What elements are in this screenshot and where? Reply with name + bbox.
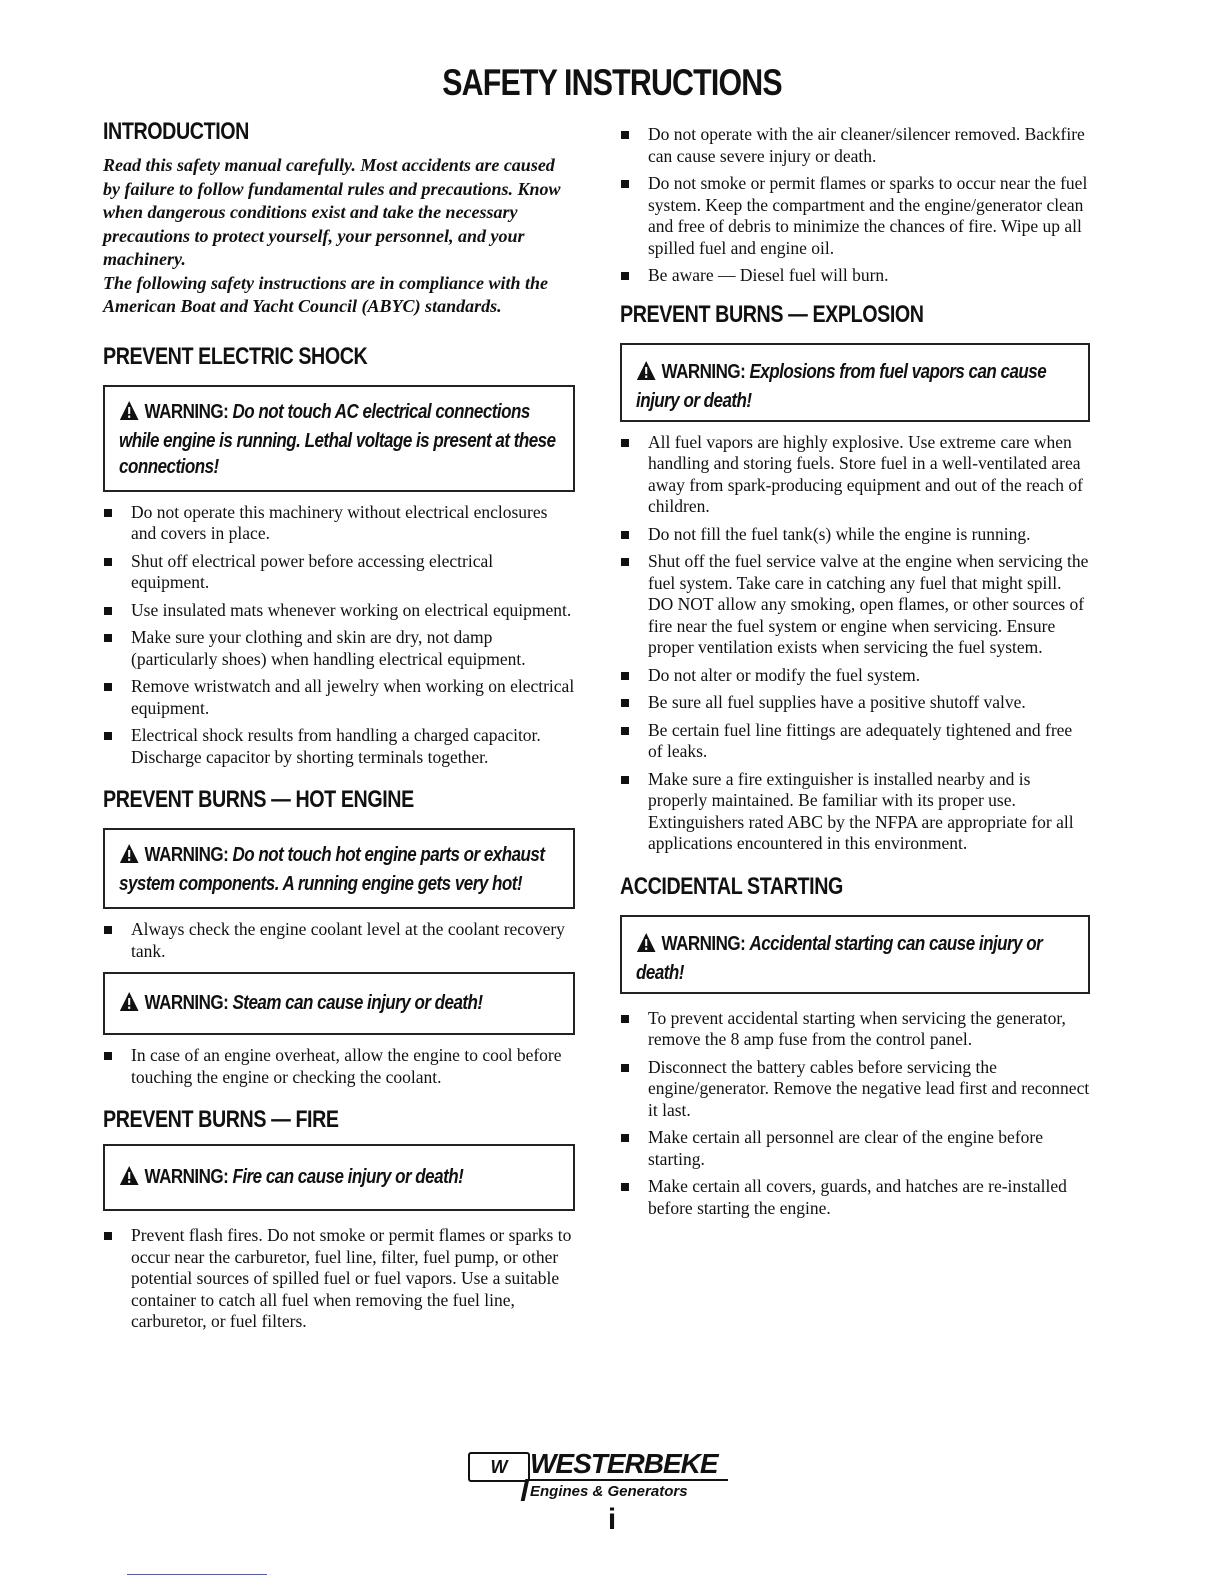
section-electric-shock xyxy=(103,343,575,769)
footnote-divider xyxy=(127,1574,267,1575)
warning-label: WARNING: xyxy=(661,932,746,955)
hot-engine-heading: PREVENT BURNS — HOT ENGINE xyxy=(103,786,414,813)
list-item: Do not operate this machinery without electrical enclosures and covers in place. xyxy=(103,502,575,545)
fire-heading: PREVENT BURNS — FIRE xyxy=(103,1106,339,1133)
list-item: Do not operate with the air cleaner/silencer removed. Backfire can cause severe injury or death. xyxy=(620,124,1090,167)
explosion-heading: PREVENT BURNS — EXPLOSION xyxy=(620,300,924,328)
list-item: Electrical shock results from handling a charged capacitor. Discharge capacitor by shorting terminals together. xyxy=(103,725,575,768)
fire-continued-list xyxy=(620,124,1090,287)
list-item: Prevent flash fires. Do not smoke or permit flames or sparks to occur near the carburetor, fuel line, filter, fuel pump, or other potential sources of spilled fuel or fuel vapors. Use a suitable container to catch all fuel when removing the fuel line, carburetor, or fuel filters. xyxy=(103,1225,575,1333)
accidental-starting-heading: ACCIDENTAL STARTING xyxy=(620,872,843,900)
fire-list xyxy=(103,1225,575,1333)
page-number: i xyxy=(607,1503,617,1536)
list-item: Make certain all covers, guards, and hatches are re-installed before starting the engine. xyxy=(620,1176,1090,1219)
left-column xyxy=(103,118,575,1339)
list-item: Make certain all personnel are clear of the engine before starting. xyxy=(620,1127,1090,1170)
electric-list xyxy=(103,502,575,769)
brand-name: WESTERBEKE xyxy=(530,1448,718,1479)
warning-label: WARNING: xyxy=(661,360,746,383)
warning-triangle-icon xyxy=(119,991,139,1019)
list-item: Do not alter or modify the fuel system. xyxy=(620,665,1090,687)
warning-box xyxy=(620,915,1090,994)
list-item: Make sure a fire extinguisher is installed nearby and is properly maintained. Be familiar with its proper use. Extinguishers rated ABC by the NFPA are appropriate for all applications encountered in this environment. xyxy=(620,769,1090,855)
warning-triangle-icon xyxy=(636,932,656,960)
warning-box xyxy=(103,972,575,1035)
list-item: Disconnect the battery cables before servicing the engine/generator. Remove the negative lead first and reconnect it last. xyxy=(620,1057,1090,1122)
logo-rule xyxy=(526,1479,728,1481)
list-item: Do not smoke or permit flames or sparks to occur near the fuel system. Keep the compartment and the engine/generator clean and free of debris to minimize the chances of fire. Wipe up all spilled fuel and engine oil. xyxy=(620,173,1090,259)
intro-compliance: The following safety instructions are in compliance with the American Boat and Yacht Council (ABYC) standards. xyxy=(103,272,549,316)
list-item: All fuel vapors are highly explosive. Use extreme care when handling and storing fuels. Store fuel in a well-ventilated area away from spark-producing equipment and out of the reach of children. xyxy=(620,432,1090,518)
list-item: In case of an engine overheat, allow the engine to cool before touching the engine or checking the coolant. xyxy=(103,1045,575,1088)
list-item: Be aware — Diesel fuel will burn. xyxy=(620,265,1090,287)
steam-list xyxy=(103,1045,575,1088)
list-item: Always check the engine coolant level at the coolant recovery tank. xyxy=(103,919,575,962)
introduction-heading: INTRODUCTION xyxy=(103,118,249,145)
accidental-list xyxy=(620,1008,1090,1220)
list-item: Make sure your clothing and skin are dry, not damp (particularly shoes) when handling electrical equipment. xyxy=(103,627,575,670)
warning-message: Do not touch AC electrical connections while engine is running. Lethal voltage is present at these connections! xyxy=(119,400,556,478)
warning-label: WARNING: xyxy=(144,400,229,423)
list-item: Remove wristwatch and all jewelry when working on electrical equipment. xyxy=(103,676,575,719)
explosion-list xyxy=(620,432,1090,855)
list-item: To prevent accidental starting when servicing the generator, remove the 8 amp fuse from the control panel. xyxy=(620,1008,1090,1051)
section-accidental-starting xyxy=(620,873,1090,1220)
page-title: SAFETY INSTRUCTIONS xyxy=(442,62,782,103)
logo-bar xyxy=(521,1479,530,1501)
intro-paragraph: Read this safety manual carefully. Most accidents are caused by failure to follow fundamental rules and precautions. Know when dangerous conditions exist and take the necessary precautions to protect yourself, your personnel, and your machinery. xyxy=(103,155,561,269)
section-hot-engine xyxy=(103,786,575,1088)
section-fire xyxy=(103,1106,575,1333)
list-item: Be sure all fuel supplies have a positive shutoff valve. xyxy=(620,692,1090,714)
brand-tagline: Engines & Generators xyxy=(530,1483,688,1500)
warning-triangle-icon xyxy=(119,400,139,428)
logo-mark: W xyxy=(468,1452,530,1482)
warning-label: WARNING: xyxy=(144,844,229,866)
warning-box xyxy=(103,828,575,909)
list-item: Use insulated mats whenever working on electrical equipment. xyxy=(103,600,575,622)
warning-triangle-icon xyxy=(119,1165,139,1193)
warning-label: WARNING: xyxy=(144,992,229,1014)
list-item: Shut off the fuel service valve at the engine when servicing the fuel system. Take care in catching any fuel that might spill. DO NOT allow any smoking, open flames, or other sources of fire near the fuel system or engine when servicing. Ensure proper ventilation exists when servicing the fuel system. xyxy=(620,551,1090,659)
list-item: Be certain fuel line fittings are adequately tightened and free of leaks. xyxy=(620,720,1090,763)
section-explosion xyxy=(620,301,1090,855)
warning-triangle-icon xyxy=(119,843,139,871)
list-item: Do not fill the fuel tank(s) while the engine is running. xyxy=(620,524,1090,546)
warning-box xyxy=(103,385,575,492)
warning-box xyxy=(103,1144,575,1211)
list-item: Shut off electrical power before accessing electrical equipment. xyxy=(103,551,575,594)
warning-message: Do not touch hot engine parts or exhaust system components. A running engine gets very hot! xyxy=(119,844,545,895)
warning-label: WARNING: xyxy=(144,1166,229,1188)
warning-message: Accidental starting can cause injury or death! xyxy=(636,932,1043,984)
hot-engine-list xyxy=(103,919,575,962)
warning-triangle-icon xyxy=(636,360,656,388)
electric-shock-heading: PREVENT ELECTRIC SHOCK xyxy=(103,342,368,370)
warning-message: Explosions from fuel vapors can cause injury or death! xyxy=(636,360,1047,412)
right-column xyxy=(620,124,1090,1225)
warning-box xyxy=(620,343,1090,422)
warning-message: Steam can cause injury or death! xyxy=(232,992,483,1014)
warning-message: Fire can cause injury or death! xyxy=(232,1166,464,1188)
